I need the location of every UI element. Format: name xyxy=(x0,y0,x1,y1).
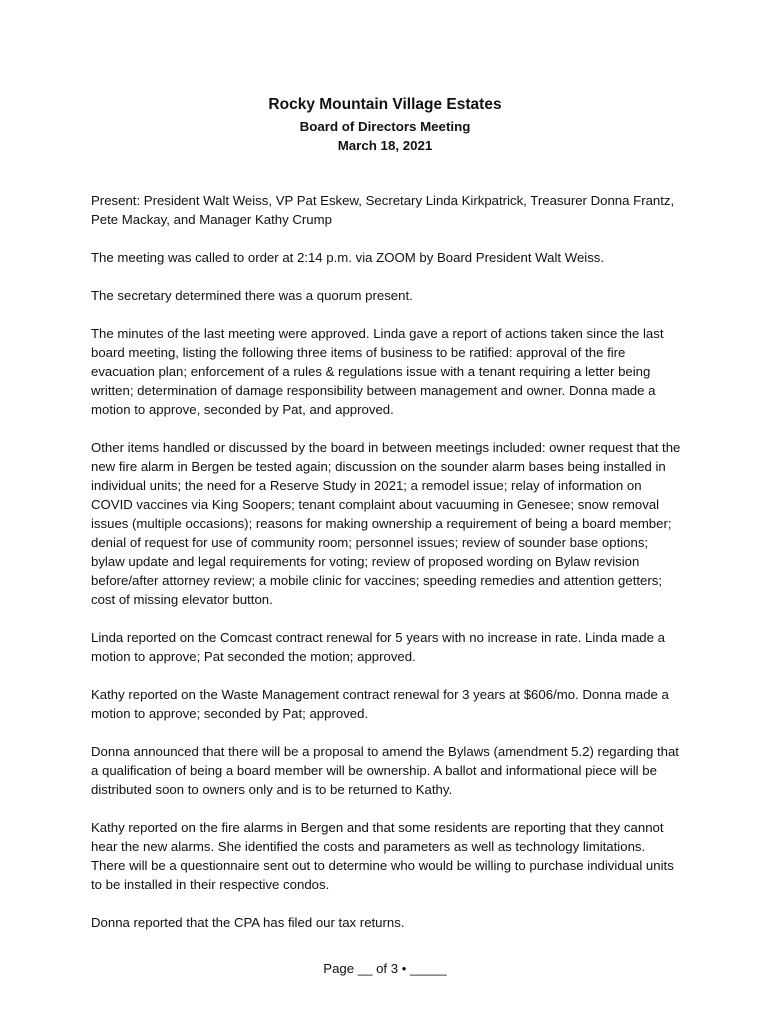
other-items-paragraph: Other items handled or discussed by the board in between meetings included: owner request that the new fire alarm in Bergen be tested again; discussion on the sounder alarm bases being installed in individual units; the need for a Reserve Study in 2021; a remodel issue; relay of information on COVID vaccines via King Soopers; tenant complaint about vacuuming in Genesee; snow removal issues (multiple occasions); reasons for making ownership a requirement of being a board member; denial of request for use of community room; personnel issues; review of sounder base options; bylaw update and legal requirements for voting; review of proposed wording on Bylaw revision before/after attorney review; a mobile clinic for vaccines; speeding remedies and attention getters; cost of missing elevator button. xyxy=(91,440,681,607)
call-to-order-paragraph: The meeting was called to order at 2:14 p.m. via ZOOM by Board President Walt Weiss. xyxy=(91,250,605,265)
minutes-body xyxy=(91,191,681,951)
quorum-paragraph: The secretary determined there was a quorum present. xyxy=(91,288,413,303)
meeting-date: March 18, 2021 xyxy=(337,138,433,153)
meeting-subtitle: Board of Directors Meeting xyxy=(299,119,471,134)
attendees-paragraph: Present: President Walt Weiss, VP Pat Eskew, Secretary Linda Kirkpatrick, Treasurer Donna Frantz, Pete Mackay, and Manager Kathy Crump xyxy=(91,193,675,227)
bylaws-paragraph: Donna announced that there will be a proposal to amend the Bylaws (amendment 5.2) regarding that a qualification of being a board member will be ownership. A ballot and informational piece will be distributed soon to owners only and is to be returned to Kathy. xyxy=(91,744,679,797)
minutes-approval-paragraph: The minutes of the last meeting were approved. Linda gave a report of actions taken since the last board meeting, listing the following three items of business to be ratified: approval of the fire evacuation plan; enforcement of a rules & regulations issue with a tenant requiring a letter being written; determination of damage responsibility between management and owner. Donna made a motion to approve, seconded by Pat, and approved. xyxy=(91,326,664,417)
tax-returns-paragraph: Donna reported that the CPA has filed our tax returns. xyxy=(91,915,405,930)
fire-alarms-paragraph: Kathy reported on the fire alarms in Bergen and that some residents are reporting that they cannot hear the new alarms. She identified the costs and parameters as well as technology limitations. There will be a questionnaire sent out to determine who would be willing to purchase individual units to be installed in their respective condos. xyxy=(91,820,674,892)
comcast-paragraph: Linda reported on the Comcast contract renewal for 5 years with no increase in rate. Linda made a motion to approve; Pat seconded the motion; approved. xyxy=(91,630,665,664)
document-title: Rocky Mountain Village Estates xyxy=(268,96,502,113)
waste-management-paragraph: Kathy reported on the Waste Management contract renewal for 3 years at $606/mo. Donna made a motion to approve; seconded by Pat; approved. xyxy=(91,687,669,721)
page-footer: Page __ of 3 • _____ xyxy=(323,961,447,976)
